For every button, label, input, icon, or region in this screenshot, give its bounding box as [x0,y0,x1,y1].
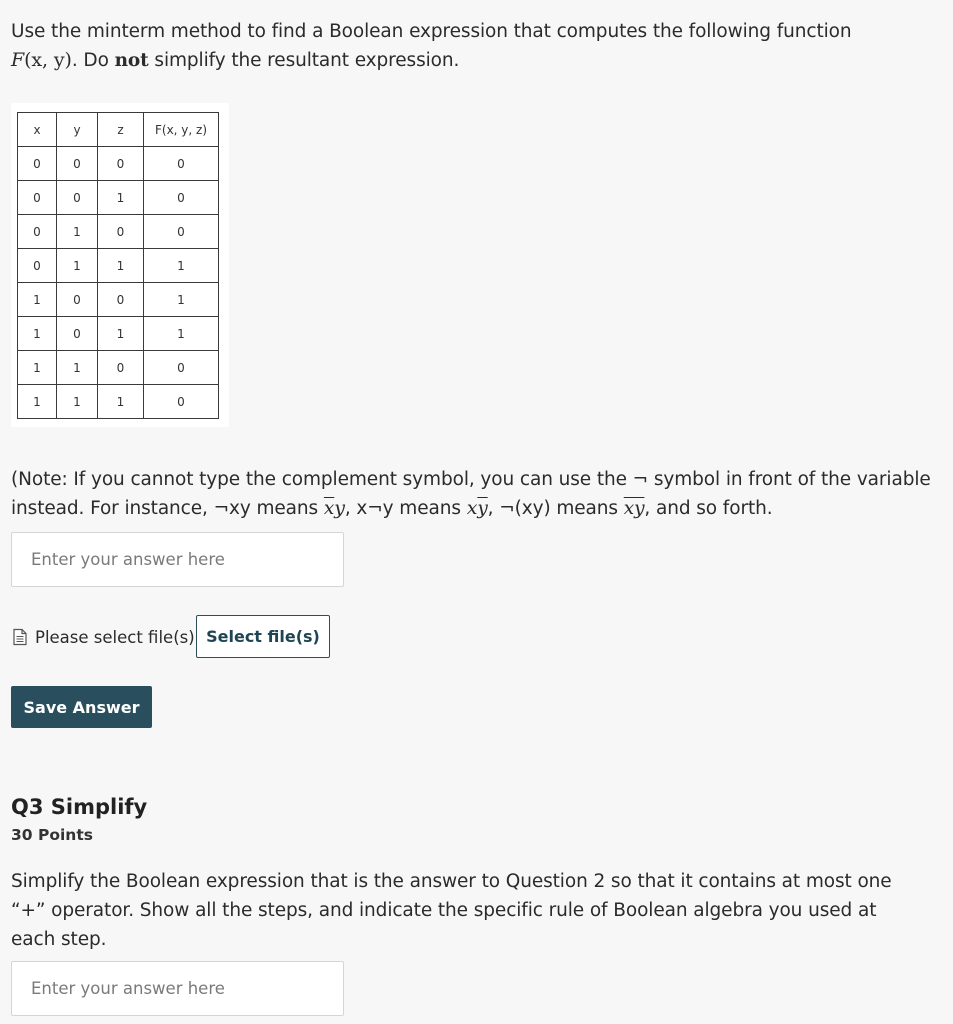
example-complement-y: $\overline{y}$ [477,498,488,519]
file-upload-label: Please select file(s) [35,627,195,647]
cell-y: 0 [57,317,98,351]
cell-x: 1 [18,283,57,317]
header-x: x [18,113,57,147]
cell-y: 1 [57,385,98,419]
cell-f: 1 [144,249,219,283]
cell-y: 0 [57,181,98,215]
cell-z: 0 [98,283,144,317]
table-row [18,215,219,249]
cell-z: 1 [98,385,144,419]
cell-f: 0 [144,181,219,215]
table-row [18,249,219,283]
cell-z: 0 [98,147,144,181]
cell-y: 0 [57,283,98,317]
question-3-points: 30 Points [11,826,93,844]
cell-x: 1 [18,351,57,385]
cell-z: 0 [98,215,144,249]
cell-f: 1 [144,283,219,317]
cell-x: 0 [18,147,57,181]
question-2-prompt: Use the minterm method to find a Boolean expression that computes the following function F(x, y). Do not simplify the resultant expression. [11,21,852,71]
cell-y: 1 [57,215,98,249]
cell-y: 0 [57,147,98,181]
cell-f: 0 [144,385,219,419]
table-row [18,181,219,215]
question-3-title: Q3 Simplify [11,795,148,819]
truth-table [17,112,219,419]
header-f: F(x, y, z) [144,113,219,147]
complement-note: (Note: If you cannot type the complement symbol, you can use the ¬ symbol in front of the variable instead. For instance, ¬xy means $\overline{x}y$, x¬y means $x\overline{y}$, ¬(xy) means $\overline{xy}$, and so forth. [11,469,931,519]
table-row [18,283,219,317]
prompt-text: Use the minterm method to find a Boolean expression that computes the following function [11,21,852,42]
function-expression: F(x, y) [11,49,72,71]
truth-table-header [18,113,219,147]
cell-f: 0 [144,147,219,181]
example-complement-x: $\overline{x}$ [323,498,335,519]
cell-z: 1 [98,249,144,283]
table-row [18,317,219,351]
cell-f: 0 [144,351,219,385]
emphasis-not: not [114,50,149,71]
cell-x: 0 [18,249,57,283]
truth-table-image [11,103,229,427]
cell-x: 1 [18,385,57,419]
cell-y: 1 [57,249,98,283]
select-files-button[interactable]: Select file(s) [196,615,330,658]
table-row [18,351,219,385]
cell-y: 1 [57,351,98,385]
table-row [18,147,219,181]
cell-z: 1 [98,317,144,351]
file-upload-row [11,615,195,659]
save-answer-button[interactable]: Save Answer [11,686,152,728]
document-icon [11,628,29,646]
q3-answer-input[interactable] [11,961,344,1016]
q2-answer-input[interactable] [11,532,344,587]
cell-x: 0 [18,181,57,215]
cell-f: 0 [144,215,219,249]
example-complement-xy: $\overline{xy}$ [623,498,645,519]
question-3-prompt: Simplify the Boolean expression that is the answer to Question 2 so that it contains at most one “+” operator. Show all the steps, and indicate the specific rule of Boolean algebra you used at each step. [11,871,892,950]
cell-z: 1 [98,181,144,215]
header-y: y [57,113,98,147]
cell-z: 0 [98,351,144,385]
cell-f: 1 [144,317,219,351]
cell-x: 0 [18,215,57,249]
table-row [18,385,219,419]
cell-x: 1 [18,317,57,351]
header-z: z [98,113,144,147]
